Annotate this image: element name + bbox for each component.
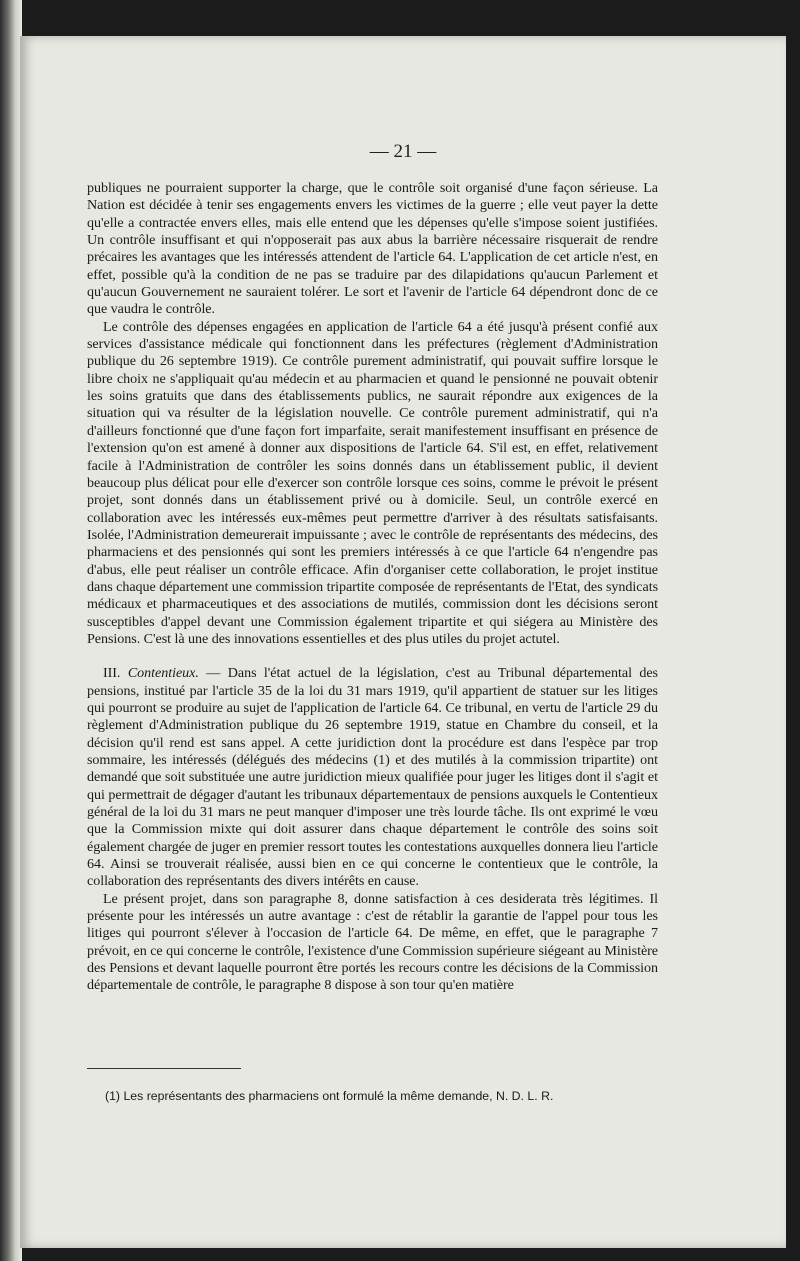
paragraph-projet: Le présent projet, dans son paragraphe 8, donne satisfaction à ces desiderata très légitimes. Il présente pour les intéressés un autre avantage : c'est de rétablir la garantie de l'appel pour tous les litiges qui pourront s'élever à l'occasion de l'article 64. De même, en effet, que le paragraphe 7 prévoit, en ce qui concerne le contrôle, l'existence d'une Commission supérieure siégeant au Ministère des Pensions et devant laquelle pourront être portés les recours contre les décisions de la Commission départementale de contrôle, le paragraphe 8 dispose à son tour qu'en matière bbox=[87, 890, 658, 994]
footnote-rule bbox=[87, 1068, 241, 1069]
section-number: III. bbox=[103, 665, 121, 682]
book-spine bbox=[0, 0, 22, 1261]
paragraph-controle: Le contrôle des dépenses engagées en application de l'article 64 a été jusqu'à présent confié aux services d'assistance médicale qui fonctionnent dans les préfectures (règlement d'Administration publique du 26 septembre 1919). Ce contrôle purement administratif, qui pouvait suffire lorsque le libre choix ne s'appliquait qu'au médecin et au pharmacien et quand le pensionné ne pouvait obtenir les soins gratuits que dans des établissements publics, ne saurait répondre aux exigences de la situation qui va résulter de la législation nouvelle. Ce contrôle purement administratif, qui n'a d'ailleurs fonctionné que d'une façon fort imparfaite, serait manifestement insuffisant en présence de l'extension qu'on est amené à donner aux dispositions de l'article 64. S'il est, en effet, relativement facile à l'Administration de contrôler les soins donnés dans un établissement public, il devient beaucoup plus délicat pour elle d'exercer son contrôle lorsque ces soins, comme le prévoit le présent projet, sont donnés dans un établissement privé ou à domicile. Seul, un contrôle exercé en collaboration avec les intéressés eux-mêmes peut permettre d'arriver à des résultats satisfaisants. Isolée, l'Administration demeurerait impuissante ; avec le contrôle de représentants des médecins, des pharmaciens et des pensionnés qui sont les premiers intéressés à ce que l'article 64 n'engendre pas d'abus, elle peut réaliser un contrôle efficace. Afin d'organiser cette collaboration, le projet institue dans chaque département une commission tripartite composée de représentants de l'Etat, des syndicats médicaux et pharmaceutiques et des associations de mutilés, commission dont les décisions seront susceptibles d'appel devant une Commission également tripartite et qui siégera au Ministère des Pensions. C'est là une des innovations essentielles et des plus utiles du projet actutel. bbox=[87, 318, 658, 647]
section-contentieux bbox=[87, 665, 658, 890]
footnote: (1) Les représentants des pharmaciens ont formulé la même demande, N. D. L. R. bbox=[105, 1089, 554, 1103]
page-number: — 21 — bbox=[369, 141, 437, 162]
document-page bbox=[20, 36, 786, 1248]
paragraph-continued: publiques ne pourraient supporter la charge, que le contrôle soit organisé d'une façon sérieuse. La Nation est décidée à tenir ses engagements envers les victimes de la guerre ; elle veut payer la dette qu'elle a contractée envers elles, mais elle entend que les dépenses qu'elle s'impose soient justifiées. Un contrôle insuffisant et qui n'opposerait pas aux abus la barrière nécessaire risquerait de rendre précaires les avantages que les intéressés attendent de l'article 64. L'application de cet article n'est, en effet, possible qu'à la condition de ne pas se traduire par des dilapidations qu'aucun Parlement et qu'aucun Gouvernement ne sauraient tolérer. Le sort et l'avenir de l'article 64 dépendront donc de ce que vaudra le contrôle. bbox=[87, 180, 658, 318]
section-label: Contentieux. bbox=[127, 665, 199, 682]
body-text bbox=[87, 180, 658, 995]
section-text: — Dans l'état actuel de la législation, c'est au Tribunal départemental des pensions, institué par l'article 35 de la loi du 31 mars 1919, qu'il appartient de statuer sur les litiges qui pourront se produire au sujet de l'application de l'article 64. Ce tribunal, en vertu de l'article 29 du règlement d'Administration publique du 26 septembre 1919, statue en Chambre du conseil, et la décision qu'il rend est sans appel. A cette juridiction dont la procédure est dans l'espèce par trop sommaire, les intéressés (délégués des médecins (1) et des mutilés à la commission tripartite) ont demandé que soit substituée une autre juridiction mieux qualifiée pour juger les litiges dont il s'agit et qui permettrait de dégager d'autant les tribunaux départementaux de pensions auxquels le Contentieux général de la loi du 31 mars ne peut manquer d'imposer une très lourde tâche. Ils ont exprimé le vœu que la Commission mixte qui doit assurer dans chaque département le contrôle des soins soit également chargée de juger en premier ressort toutes les contestations auxquelles donnera lieu l'article 64. Ainsi se trouverait réalisée, aussi bien en ce qui concerne le contentieux que le contrôle, la collaboration des représentants des divers intérêts en cause. bbox=[87, 665, 658, 890]
